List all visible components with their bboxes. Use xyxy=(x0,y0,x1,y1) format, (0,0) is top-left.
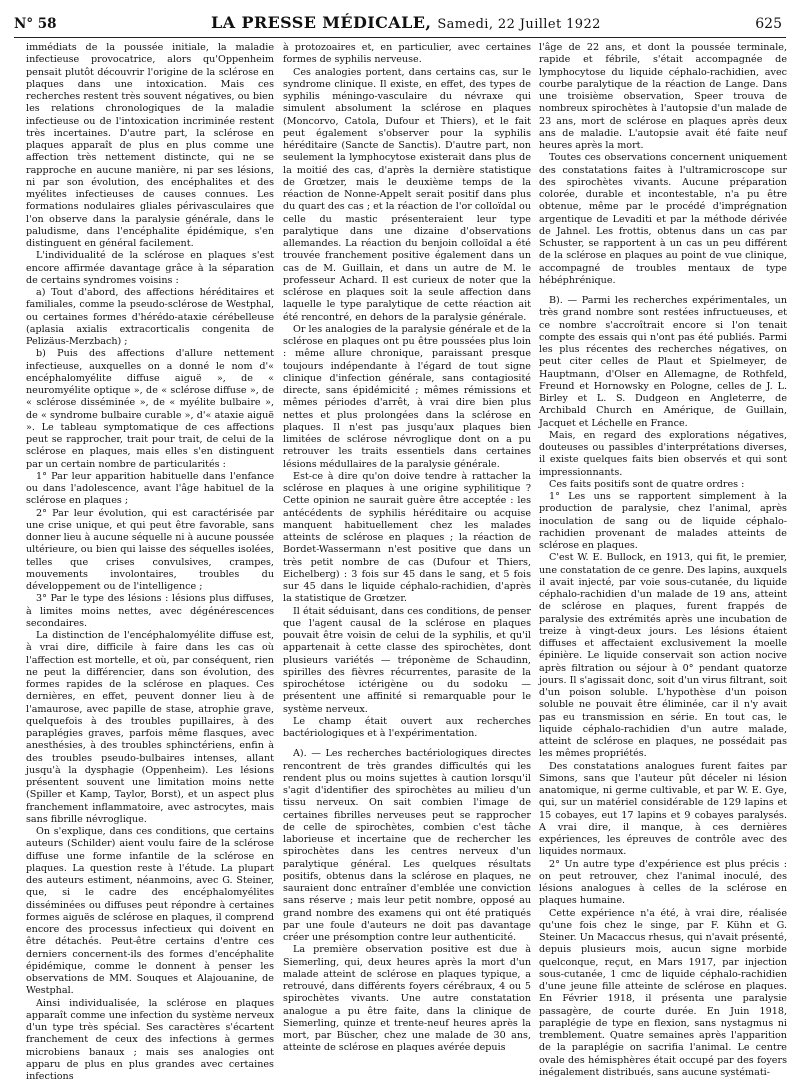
paragraph: Est-ce à dire qu'on doive tendre à rattacher la sclérose en plaques à une origine syphilitique ? Cette opinion ne saurait guère être acceptée : les antécédents de syphilis héréditaire ou acquise manquent habituellement chez les malades atteints de sclérose en plaques ; la réaction de Bordet-Wassermann n'est positive que dans un très petit nombre de cas (Dufour et Thiers, Eichelberg) : 3 fois sur 45 dans le sang, et 5 fois sur 45 dans le liquide céphalo-rachidien, d'après la statistique de Grœtzer. xyxy=(283,471,531,606)
header-rule xyxy=(14,37,786,38)
paragraph: Ces analogies portent, dans certains cas, sur le syndrome clinique. Il existe, en effet, des types de syphilis méningo-vasculaire du névraxe qui simulent absolument la sclérose en plaques (Moncorvo, Catola, Dufour et Thiers), et le fait peut également s'observer pour la syphilis héréditaire (Sancte de Sanctis). D'autre part, non seulement la lymphocytose existerait dans plus de la moitié des cas, d'après la dernière statistique de Grœtzer, mais le deuxième temps de la réaction de Nonne-Appelt serait positif dans plus du quart des cas ; et la réaction de l'or colloïdal ou celle du mastic présenteraient leur type paralytique dans une dizaine d'observations allemandes. La réaction du benjoin colloïdal a été trouvée franchement positive également dans un cas de M. Guillain, et dans un autre de M. le professeur Achard. Il est curieux de noter que la sclérose en plaques soit la seule affection dans laquelle le type paralytique de cette réaction ait été rencontré, en dehors de la paralysie générale. xyxy=(283,67,531,324)
section-gap xyxy=(283,740,531,748)
running-title xyxy=(211,13,601,32)
paragraph: Mais, en regard des explorations négatives, douteuses ou passibles d'interprétations diverses, il existe quelques faits bien observés et qui sont impressionnants. xyxy=(539,430,787,479)
issue-date: Samedi, 22 Juillet 1922 xyxy=(437,17,601,32)
paragraph: Or les analogies de la paralysie générale et de la sclérose en plaques ont pu être poussées plus loin : même allure chronique, paraissant presque toujours indépendante à l'égard de tout signe clinique d'infection générale, sans contagiosité directe, sans épidémicité ; mêmes rémissions et mêmes périodes d'arrêt, à vrai dire bien plus nettes et plus prolongées dans la sclérose en plaques. Il n'est pas jusqu'aux plaques bien limitées de sclérose névroglique dont on a pu retrouver les traits essentiels dans certaines lésions médullaires de la paralysie générale. xyxy=(283,324,531,471)
paragraph: 1° Par leur apparition habituelle dans l'enfance ou dans l'adolescence, avant l'âge habituel de la sclérose en plaques ; xyxy=(26,471,274,508)
folio: 625 xyxy=(755,16,782,32)
paragraph: immédiats de la poussée initiale, la maladie infectieuse provocatrice, alors qu'Oppenheim pensait plutôt découvrir l'origine de la sclérose en plaques dans une intoxication. Mais ces recherches restent très souvent négatives, ou bien les relations chronologiques de la maladie infectieuse ou de l'intoxication incriminée restent très incertaines. D'autre part, la sclérose en plaques apparaît de plus en plus comme une affection très nettement distincte, qui ne se rapproche en aucune manière, ni par ses lésions, ni par son évolution, des encéphalites et des myélites infectieuses de causes connues. Les formations nodulaires gliales périvasculaires que l'on observe dans la paralysie générale, dans le paludisme, dans l'encéphalite épidémique, s'en distinguent en général facilement. xyxy=(26,42,274,250)
paragraph: Des constatations analogues furent faites par Simons, sans que l'auteur pût déceler ni lésion anatomique, ni germe cultivable, et par W. E. Gye, qui, sur un matériel considérable de 129 lapins et 15 cobayes, eut 17 lapins et 9 cobayes paralysés. A vrai dire, il manque, à ces dernières expériences, les épreuves de contrôle avec des liquides normaux. xyxy=(539,761,787,859)
paragraph: Ces faits positifs sont de quatre ordres : xyxy=(539,479,787,491)
paragraph: La première observation positive est due à Siemerling, qui, deux heures après la mort d'un malade atteint de sclérose en plaques typique, a retrouvé, dans différents foyers cérébraux, 4 ou 5 spirochètes vivants. Une autre constatation analogue a pu être faite, dans la clinique de Siemerling, quinze et trente-neuf heures après la mort, par Büscher, chez une malade de 30 ans, atteinte de sclérose en plaques avérée depuis xyxy=(283,944,531,1054)
section-gap xyxy=(539,287,787,295)
text-column-2 xyxy=(283,42,531,1074)
paragraph: B). — Parmi les recherches expérimentales, un très grand nombre sont restées infructueuses, et ce nombre s'accroîtrait encore si l'on tenait compte des essais qui n'ont pas été publiés. Parmi les plus récentes des recherches négatives, on peut citer celles de Plaut et Spielmeyer, de Hauptmann, d'Olser en Allemagne, de Rothfeld, Freund et Hornowsky en Pologne, celles de J. L. Birley et L. S. Dudgeon en Angleterre, de Archibald Church en Amérique, de Guillain, Jacquet et Léchelle en France. xyxy=(539,295,787,430)
paragraph: 2° Un autre type d'expérience est plus précis : on peut retrouver, chez l'animal inoculé, des lésions analogues à celles de la sclérose en plaques humaine. xyxy=(539,859,787,908)
paragraph: A). — Les recherches bactériologiques directes rencontrent de très grandes difficultés qui les rendent plus ou moins sujettes à caution lorsqu'il s'agit d'identifier des spirochètes au milieu d'un tissu nerveux. On sait combien l'image de certaines fibrilles nerveuses peut se rapprocher de celle de spirochètes, combien c'est tâche laborieuse et incertaine que de rechercher les spirochètes dans les centres nerveux d'un paralytique général. Les quelques résultats positifs, obtenus dans la sclérose en plaques, ne sauraient donc entraîner d'emblée une conviction sans réserve ; mais leur petit nombre, opposé au grand nombre des examens qui ont été pratiqués par une foule d'auteurs ne doit pas davantage créer une présomption contre leur authenticité. xyxy=(283,748,531,944)
paragraph: 2° Par leur évolution, qui est caractérisée par une crise unique, et qui peut être favorable, sans donner lieu à aucune séquelle ni à aucune poussée ultérieure, ou bien qui laisse des séquelles isolées, telles que crises convulsives, crampes, mouvements involontaires, troubles du développement ou de l'intelligence ; xyxy=(26,508,274,594)
paragraph: On s'explique, dans ces conditions, que certains auteurs (Schilder) aient voulu faire de la sclérose diffuse une forme infantile de la sclérose en plaques. La question reste à l'étude. La plupart des auteurs estiment, néanmoins, avec G. Steiner, que, si le cadre des encéphalomyélites disséminées ou diffuses peut répondre à certaines formes aiguës de sclérose en plaques, il comprend encore des processus infectieux qui doivent en être détachés. Peut-être certains d'entre ces derniers concernent-ils des formes d'encéphalite épidémique, comme le donnent à penser les observations de MM. Souques et Alajouanine, de Westphal. xyxy=(26,826,274,998)
page-header xyxy=(14,13,782,35)
paragraph: Cette expérience n'a été, à vrai dire, réalisée qu'une fois chez le singe, par F. Kühn et G. Steiner. Un Macaccus rhesus, qui n'avait présenté, depuis plusieurs mois, aucun signe morbide quelconque, reçut, en Mars 1917, par injection sous-cutanée, 1 cmc de liquide céphalo-rachidien d'une jeune fille atteinte de sclérose en plaques. En Février 1918, il présenta une paralysie passagère, de courte durée. En Juin 1918, paraplégie de type en flexion, sans nystagmus ni tremblement. Quatre semaines après l'apparition de la paraplégie on sacrifia l'animal. Le centre ovale des hémisphères était occupé par des foyers inégalement distribués, sans aucune systémati- xyxy=(539,908,787,1080)
paragraph: Toutes ces observations concernent uniquement des constatations faites à l'ultramicroscope sur des spirochètes vivants. Aucune préparation colorée, durable et incontestable, n'a pu être obtenue, même par le procédé d'imprégnation argentique de Levaditi et par la méthode dérivée de Jahnel. Les frottis, obtenus dans un cas par Schuster, se rapportent à un cas un peu différent de la sclérose en plaques au point de vue clinique, accompagné de troubles mentaux de type hébéphrénique. xyxy=(539,152,787,287)
paragraph: 3° Par le type des lésions : lésions plus diffuses, à limites moins nettes, avec dégénérescences secondaires. xyxy=(26,593,274,630)
paragraph: La distinction de l'encéphalomyélite diffuse est, à vrai dire, difficile à faire dans les cas où l'affection est mortelle, et où, par conséquent, rien ne peut la différencier, dans son évolution, des formes rapides de la sclérose en plaques. Ces dernières, en effet, peuvent donner lieu à de l'amaurose, avec papille de stase, atrophie grave, quelquefois à des troubles pupillaires, à des paraplégies graves, parfois même flasques, avec anesthésies, à des troubles sphinctériens, enfin à des troubles pseudo-bulbaires intenses, allant jusqu'à la dysphagie (Oppenheim). Les lésions présentent souvent une limitation moins nette (Spiller et Kamp, Taylor, Borst), et un aspect plus franchement inflammatoire, avec astrocytes, mais sans fibrille névroglique. xyxy=(26,630,274,826)
text-column-1 xyxy=(26,42,274,1074)
paragraph: Ainsi individualisée, la sclérose en plaques apparaît comme une infection du système nerveux d'un type très spécial. Ses caractères s'écartent franchement de ceux des infections à germes microbiens banaux ; mais ses analogies ont apparu de plus en plus grandes avec certaines infections xyxy=(26,998,274,1083)
paragraph: Il était séduisant, dans ces conditions, de penser que l'agent causal de la sclérose en plaques pouvait être voisin de celui de la syphilis, et qu'il appartenait à cette classe des spirochètes, dont plusieurs variétés — tréponème de Schaudinn, spirilles des fièvres récurrentes, parasite de la spirochétose ictérigène ou du sodoku — présentent une affinité si remarquable pour le système nerveux. xyxy=(283,606,531,716)
paragraph: 1° Les uns se rapportent simplement à la production de paralysie, chez l'animal, après inoculation de sang ou de liquide céphalo-rachidien provenant de malades atteints de sclérose en plaques. xyxy=(539,491,787,552)
paragraph: C'est W. E. Bullock, en 1913, qui fit, le premier, une constatation de ce genre. Des lapins, auxquels il avait injecté, par voie sous-cutanée, du liquide céphalo-rachidien d'un malade de 19 ans, atteint de sclérose en plaques, furent frappés de paralysie des extrémités après une incubation de treize à vingt-deux jours. Les lésions étaient diffuses et affectaient exclusivement la moelle épinière. Le liquide conservait son action nocive après filtration ou séjour à 0° pendant quatorze jours. Il s'agissait donc, soit d'un virus filtrant, soit d'un poison soluble. L'hypothèse d'un poison soluble ne pouvait être éliminée, car il n'y avait pas eu transmission en série. En tout cas, le liquide céphalo-rachidien d'un autre malade, atteint de sclérose en plaques, ne possédait pas les mêmes propriétés. xyxy=(539,552,787,760)
journal-name: LA PRESSE MÉDICALE, xyxy=(211,13,431,32)
paragraph: a) Tout d'abord, des affections héréditaires et familiales, comme la pseudo-sclérose de Westphal, ou certaines formes d'hérédo-ataxie cérébelleuse (aplasia axialis extracorticalis congenita de Pelizäus-Merzbach) ; xyxy=(26,287,274,348)
page-number: N° 58 xyxy=(14,16,57,32)
text-column-3 xyxy=(539,42,787,1074)
paragraph: Le champ était ouvert aux recherches bactériologiques et à l'expérimentation. xyxy=(283,716,531,741)
paragraph: à protozoaires et, en particulier, avec certaines formes de syphilis nerveuse. xyxy=(283,42,531,67)
paragraph: l'âge de 22 ans, et dont la poussée terminale, rapide et fébrile, s'était accompagnée de lymphocytose du liquide céphalo-rachidien, avec courbe paralytique de la réaction de Lange. Dans une troisième observation, Speer trouva de nombreux spirochètes à l'autopsie d'un malade de 23 ans, mort de sclérose en plaques après deux ans de maladie. L'autopsie avait été faite neuf heures après la mort. xyxy=(539,42,787,152)
paragraph: b) Puis des affections d'allure nettement infectieuse, auxquelles on a donné le nom d'« encéphalomyélite diffuse aiguë », de « neuromyélite optique », de « sclérose diffuse », de « sclérose disséminée », de « myélite bulbaire », de « syndrome bulbaire curable », d'« ataxie aiguë ». Le tableau symptomatique de ces affections peut se rapprocher, trait pour trait, de celui de la sclérose en plaques, mais elles s'en distinguent par un certain nombre de particularités : xyxy=(26,348,274,471)
paragraph: L'individualité de la sclérose en plaques s'est encore affirmée davantage grâce à la séparation de certains syndromes voisins : xyxy=(26,250,274,287)
